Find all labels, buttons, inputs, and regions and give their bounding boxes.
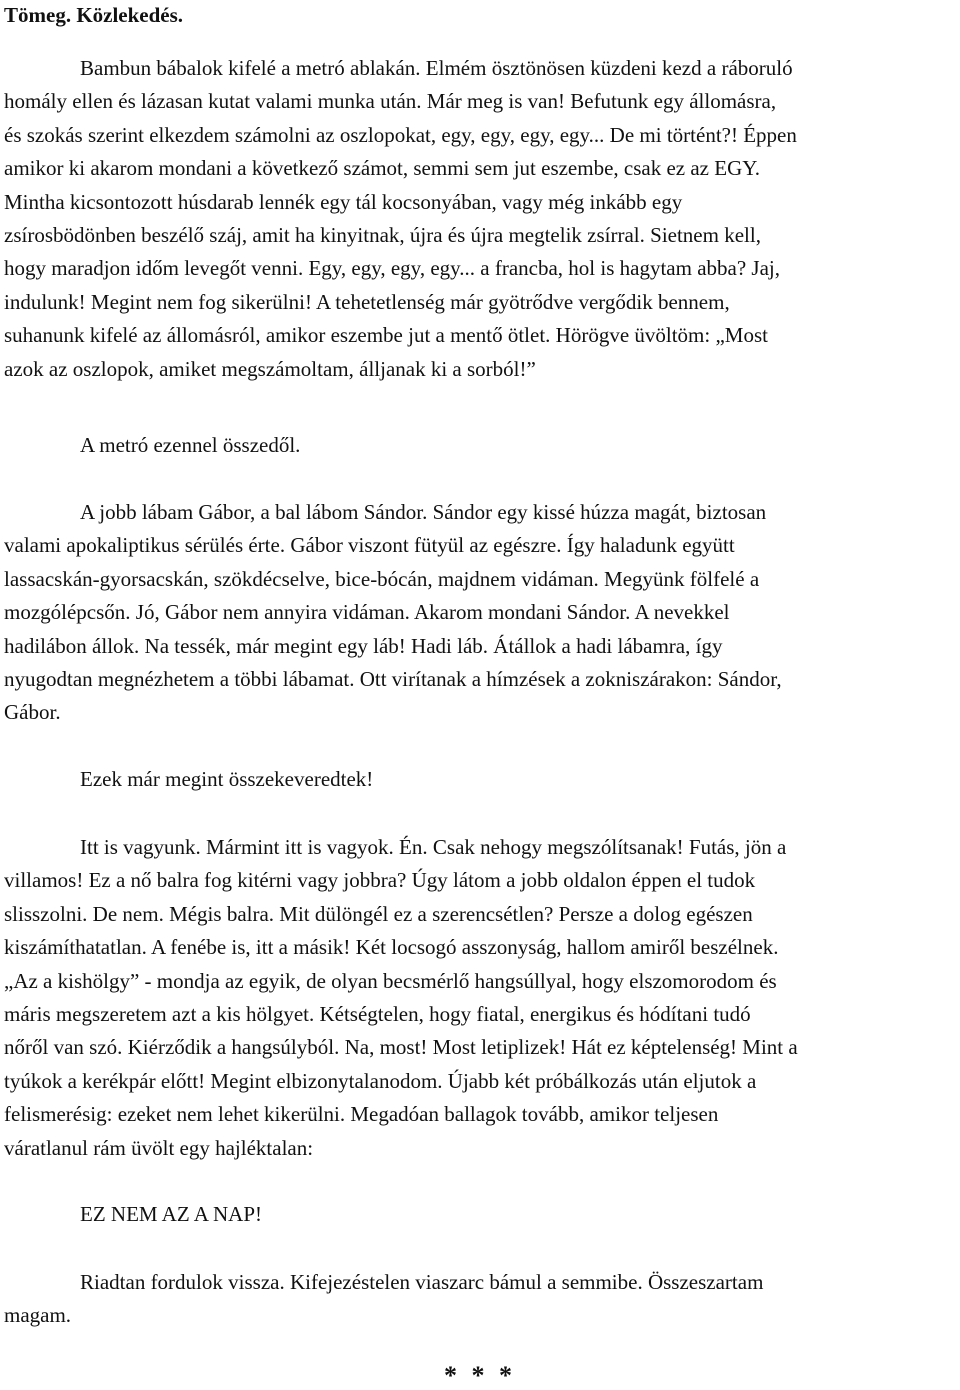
paragraph-ending: Riadtan fordulok vissza. Kifejezéstelen viaszarc bámul a semmibe. Összeszartam magam. [4,1270,764,1328]
paragraph-mixed-up: Ezek már megint összekeveredtek! [80,767,374,791]
paragraph-legs: A jobb lábam Gábor, a bal lábom Sándor. Sándor egy kissé húzza magát, biztosan valami apokaliptikus sérülés érte. Gábor viszont fütyül az egészre. Így haladunk együtt lassacskán-gyorsacskán, szökdécselve, bice-bócán, majdnem vidáman. Megyünk fölfelé a mozgólépcsőn. Jó, Gábor nem annyira vidáman. Akarom mondani Sándor. A nevekkel hadilábon állok. Na tessék, már megint egy láb! Hadi láb. Átállok a hadi lábamra, így nyugodtan megnézhetem a többi lábamat. Ott virítanak a hímzések a zokniszárakon: Sándor, Gábor. [4,500,782,725]
paragraph-metro: Bambun bábalok kifelé a metró ablakán. Elmém ösztönösen küzdeni kezd a ráboruló homály ellen és lázasan kutat valami munka után. Már meg is van! Befutunk egy állomásra, és szokás szerint elkezdem számolni az oszlopokat, egy, egy, egy, egy... De mi történt?! Éppen amikor ki akarom mondani a következő számot, semmi sem jut eszembe, csak ez az EGY. Mintha kicsontozott húsdarab lennék egy tál kocsonyában, vagy még inkább egy zsírosbödönben beszélő száj, amit ha kinyitnak, újra és újra megtelik zsírral. Sietnem kell, hogy maradjon időm levegőt venni. Egy, egy, egy, egy... a francba, hol is hagytam abba? Jaj, indulunk! Megint nem fog sikerülni! A tehetetlenség már gyötrődve vergődik bennem, suhanunk kifelé az állomásról, amikor eszembe jut a mentő ötlet. Hörögve üvöltöm: „Most azok az oszlopok, amiket megszámoltam, álljanak ki a sorból!” [4,56,797,381]
paragraph-street: Itt is vagyunk. Mármint itt is vagyok. Én. Csak nehogy megszólítsanak! Futás, jön a villamos! Ez a nő balra fog kitérni vagy jobbra? Úgy látom a jobb oldalon éppen el tudok slisszolni. De nem. Mégis balra. Mit dülöngél ez a szerencsétlen? Persze a dolog egészen kiszámíthatatlan. A fenébe is, itt a másik! Két locsogó asszonyság, hallom amiről beszélnek. „Az a kishölgy” - mondja az egyik, de olyan becsmérlő hangsúllyal, hogy elszomorodom és máris megszeretem azt a kis hölgyet. Kétségtelen, hogy fiatal, energikus és hódítani tudó nőről van szó. Kiérződik a hangsúlyból. Na, most! Most letiplizek! Hát ez képtelenség! Mint a tyúkok a kerékpár előtt! Megint elbizonytalanodom. Újabb két próbálkozás után eljutok a felismerésig: ezeket nem lehet kikerülni. Megadóan ballagok tovább, amikor teljesen váratlanul rám üvölt egy hajléktalan: [4,835,798,1160]
paragraph-shout: EZ NEM AZ A NAP! [80,1202,263,1226]
paragraph-metro-collapse: A metró ezennel összedől. [80,433,301,457]
document-title: Tömeg. Közlekedés. [4,3,184,27]
section-separator: * * * [444,1361,516,1390]
